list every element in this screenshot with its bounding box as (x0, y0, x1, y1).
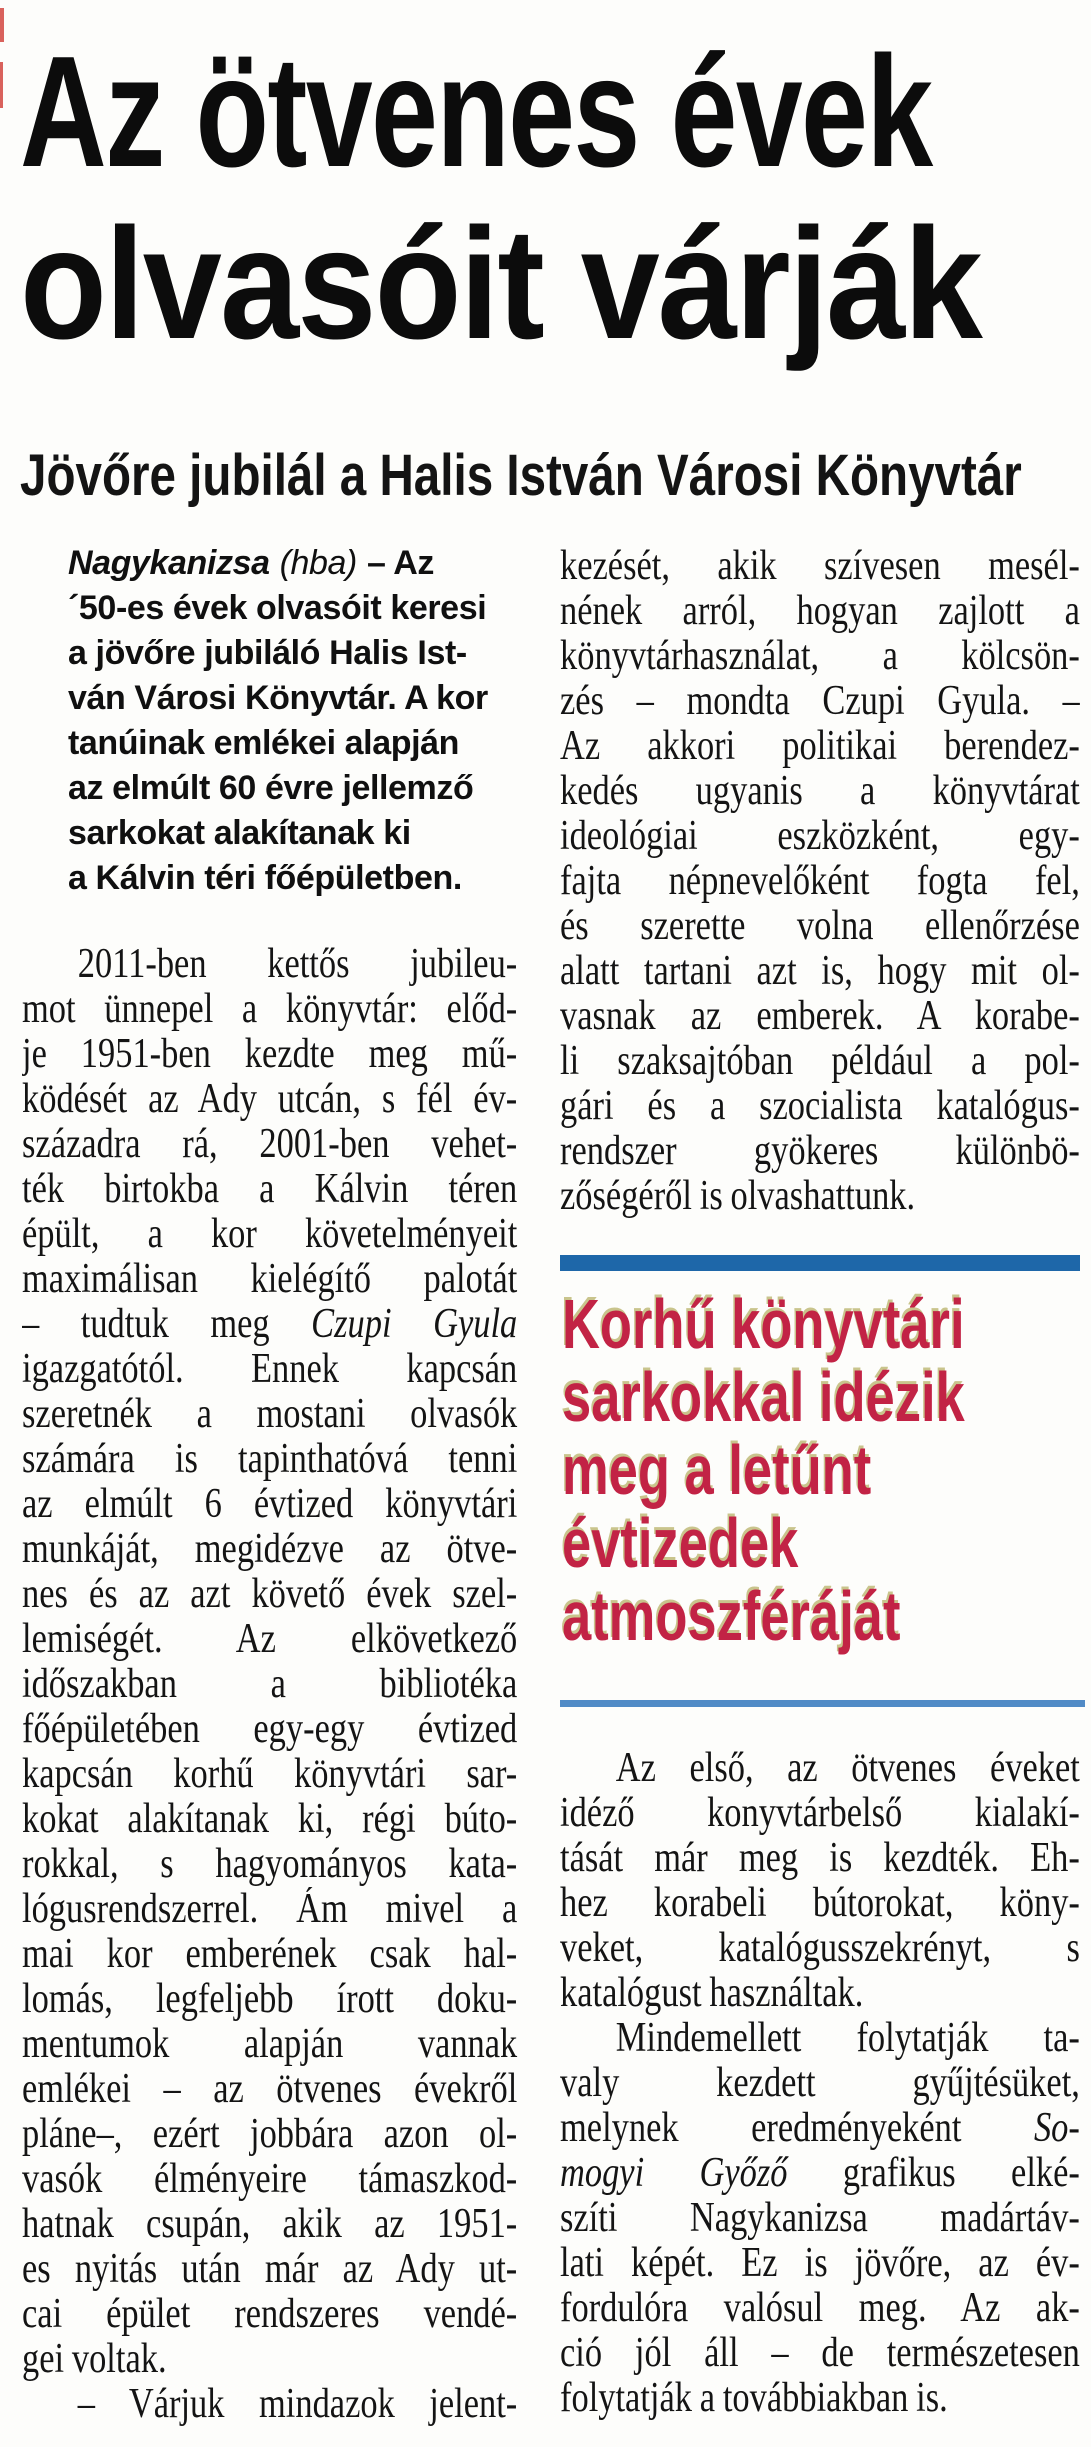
body-text-line: Az első, az ötvenes éveket (615, 1746, 1080, 1791)
pull-quote-line: évtizedek (562, 1504, 799, 1582)
lead-line: a jövőre jubiláló Halis Ist- (68, 634, 467, 672)
body-text-line: cai épület rendszeres vendé- (22, 2292, 518, 2337)
body-text-line: veket, katalógusszekrényt, s (560, 1926, 1080, 1971)
body-text-line: hez korabeli bútorokat, köny- (560, 1881, 1080, 1926)
body-text-line: lógusrendszerrel. Ám mivel a (22, 1887, 518, 1932)
body-text-line: századra rá, 2001-ben vehet- (22, 1122, 518, 1167)
body-text-line: – tudtuk meg Czupi Gyula (22, 1302, 518, 1347)
body-text-line: kokat alakítanak ki, régi búto- (22, 1797, 518, 1842)
body-text-line: mai kor emberének csak hal- (22, 1932, 518, 1977)
pull-quote-line: sarkokkal idézik (562, 1358, 965, 1436)
body-text-line: munkáját, megidézve az ötve- (22, 1527, 518, 1572)
lead-line: sarkokat alakítanak ki (68, 814, 411, 852)
body-text-line: es nyitás után már az Ady ut- (22, 2247, 518, 2292)
body-text-line: fajta népnevelőként fogta fel, (560, 859, 1080, 904)
body-text-line: maximálisan kielégítő palotát (22, 1257, 518, 1302)
body-text-line: számára is tapinthatóvá tenni (22, 1437, 518, 1482)
pull-quote-line: atmoszféráját (562, 1577, 901, 1655)
body-text-line: idéző konyvtárbelső kialakí- (560, 1791, 1080, 1836)
lead-first-line-rest: – Az (366, 544, 435, 582)
headline-line: Az ötvenes évek (20, 24, 932, 200)
pull-quote (562, 1285, 1091, 1655)
body-text-line: alatt tartani azt is, hogy mit ol- (560, 949, 1080, 994)
body-text-line: szíti Nagykanizsa madártáv- (560, 2196, 1080, 2241)
article-column-left (22, 942, 517, 2427)
subheadline: Jövőre jubilál a Halis István Városi Könyvtár (20, 443, 1022, 508)
body-text-line: és szerette volna ellenőrzése (560, 904, 1080, 949)
pull-quote-line: Korhű könyvtári (562, 1285, 965, 1363)
body-text-line: ködését az Ady utcán, s fél év- (22, 1077, 518, 1122)
scan-artifact (0, 62, 3, 108)
body-text-line: főépületében egy-egy évtized (22, 1707, 518, 1752)
lead-first-line (68, 541, 538, 586)
body-text-line: rokkal, s hagyományos kata- (22, 1842, 518, 1887)
body-text-line: kapcsán korhű könyvtári sar- (22, 1752, 518, 1797)
body-text-line: lomás, legfeljebb írott doku- (22, 1977, 518, 2022)
body-text-line: folytatják a továbbiakban is. (560, 2376, 948, 2421)
body-text-line: hatnak csupán, akik az 1951- (22, 2202, 518, 2247)
pull-quote-top-bar (560, 1255, 1080, 1271)
lead-paragraph (68, 541, 538, 901)
body-text-line: ideológiai eszközként, egy- (560, 814, 1080, 859)
body-text-line: kezését, akik szívesen mesél- (560, 544, 1080, 589)
body-text-line: emlékei – az ötvenes évekről (22, 2067, 518, 2112)
body-text-line: Mindemellett folytatják ta- (615, 2016, 1080, 2061)
body-text-line: könyvtárhasználat, a kölcsön- (560, 634, 1080, 679)
body-text-line: mot ünnepel a könyvtár: előd- (22, 987, 518, 1032)
body-text-line: vasók élményeire támaszkod- (22, 2157, 518, 2202)
body-text-line: katalógust használtak. (560, 1971, 864, 2016)
pull-quote-line: meg a letűnt (562, 1431, 872, 1509)
article-column-right-top (560, 544, 1080, 1219)
body-text-line: épült, a kor követelményeit (22, 1212, 518, 1257)
body-text-line: az elmúlt 6 évtized könyvtári (22, 1482, 518, 1527)
body-text-line: vasnak az emberek. A korabe- (560, 994, 1080, 1039)
lead-line: az elmúlt 60 évre jellemző (68, 769, 474, 807)
headline (20, 26, 1091, 370)
body-text-line: pláne–, ezért jobbára azon ol- (22, 2112, 518, 2157)
body-text-line: fordulóra valósul meg. Az ak- (560, 2286, 1080, 2331)
lead-line: ´50-es évek olvasóit keresi (68, 589, 487, 627)
body-text-line: gári és a szocialista katalógus- (560, 1084, 1080, 1129)
body-text-line: rendszer gyökeres különbö- (560, 1129, 1080, 1174)
body-text-line: valy kezdett gyűjtésüket, (560, 2061, 1080, 2106)
lead-line: a Kálvin téri főépületben. (68, 859, 462, 897)
body-text-line: ció jól áll – de természetesen (560, 2331, 1080, 2376)
scan-artifact (0, 8, 4, 42)
body-text-line: ték birtokba a Kálvin téren (22, 1167, 518, 1212)
lead-line: ván Városi Könyvtár. A kor (68, 679, 488, 717)
body-text-line: gei voltak. (22, 2337, 167, 2382)
dateline: Nagykanizsa (68, 544, 270, 582)
body-text-line: lemiségét. Az elkövetkező (22, 1617, 518, 1662)
byline-credit: (hba) (279, 544, 357, 582)
body-text-line: li szaksajtóban például a pol- (560, 1039, 1080, 1084)
lead-lines (68, 586, 538, 901)
body-text-line: mogyi Győző grafikus elké- (560, 2151, 1080, 2196)
body-text-line: zés – mondta Czupi Gyula. – (560, 679, 1080, 724)
body-text-line: nének arról, hogyan zajlott a (560, 589, 1080, 634)
body-text-line: melynek eredményeként So- (560, 2106, 1080, 2151)
body-text-line: nes és az azt követő évek szel- (22, 1572, 518, 1617)
article-column-right-bottom (560, 1746, 1080, 2421)
body-text-line: időszakban a bibliotéka (22, 1662, 518, 1707)
body-text-line: mentumok alapján vannak (22, 2022, 518, 2067)
body-text-line: – Várjuk mindazok jelent- (77, 2382, 518, 2427)
body-text-line: igazgatótól. Ennek kapcsán (22, 1347, 518, 1392)
lead-line: tanúinak emlékei alapján (68, 724, 460, 762)
body-text-line: tását már meg is kezdték. Eh- (560, 1836, 1080, 1881)
body-text-line: Az akkori politikai berendez- (560, 724, 1080, 769)
body-text-line: je 1951-ben kezdte meg mű- (22, 1032, 518, 1077)
body-text-line: 2011-ben kettős jubileu- (77, 942, 518, 987)
headline-line: olvasóit várják (20, 196, 982, 372)
pull-quote-bottom-rule (560, 1700, 1085, 1707)
body-text-line: zőségéről is olvashattunk. (560, 1174, 916, 1219)
body-text-line: lati képét. Ez is jövőre, az év- (560, 2241, 1080, 2286)
body-text-line: kedés ugyanis a könyvtárat (560, 769, 1080, 814)
body-text-line: szeretnék a mostani olvasók (22, 1392, 518, 1437)
